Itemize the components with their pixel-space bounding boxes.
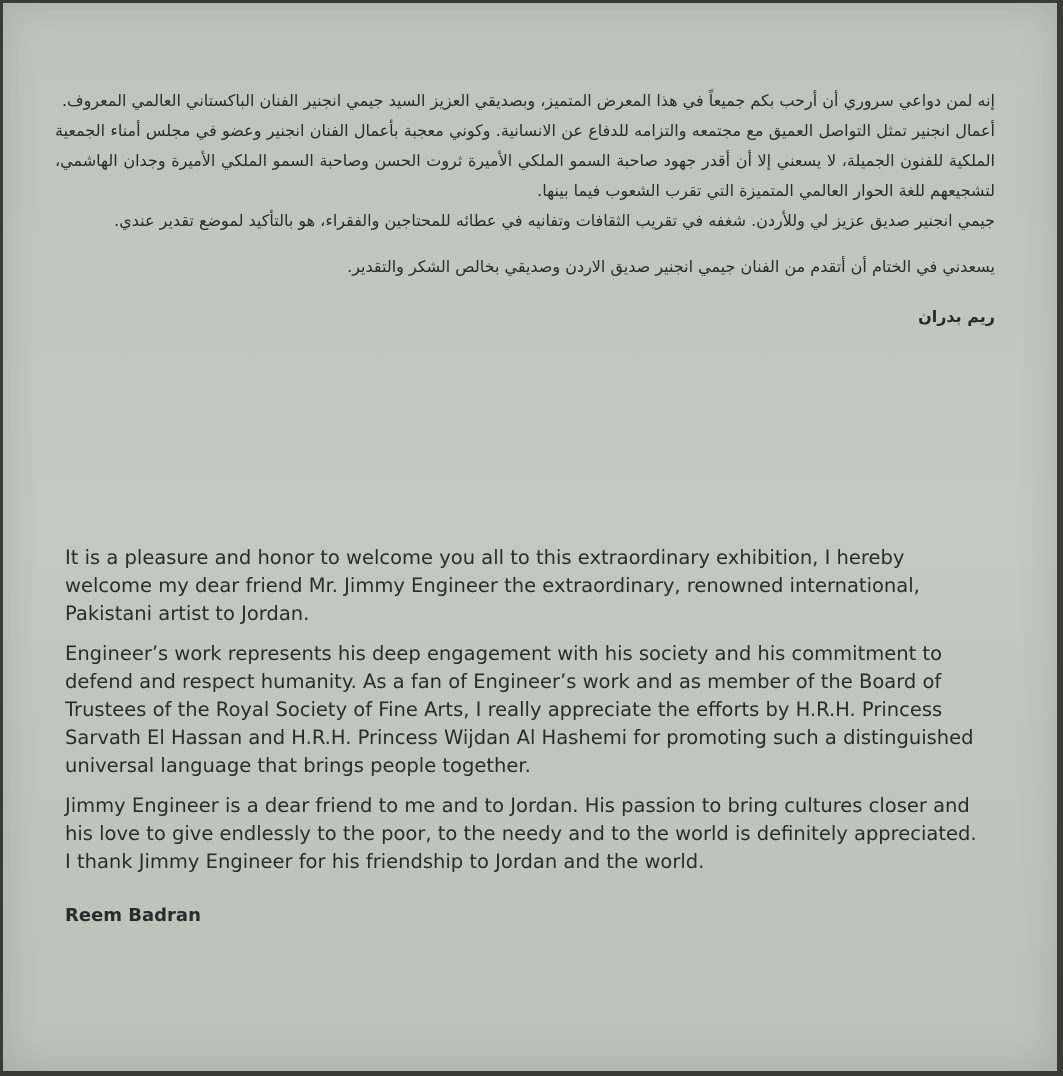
arabic-paragraph-welcome: إنه لمن دواعي سروري أن أرحب بكم جميعاً في هذا المعرض المتميز، وبصديقي العزيز السيد جيمي انجنير الفنان الباكستاني العالمي المعروف. xyxy=(61,91,995,110)
english-section xyxy=(65,544,997,942)
arabic-signature: ريم بدران xyxy=(918,307,995,326)
arabic-paragraph-thanks: يسعدني في الختام أن أتقدم من الفنان جيمي انجنير صديق الاردن وصديقي بخالص الشكر والتقدير. xyxy=(347,257,995,276)
arabic-paragraph-friendship: جيمي انجنير صديق عزيز لي وللأردن. شغفه في تقريب الثقافات وتفانيه في عطائه للمحتاجين والفقراء، هو بالتأكيد لموضع تقدير عندي. xyxy=(114,211,995,230)
english-paragraph-engineer-work: Engineer’s work represents his deep engagement with his society and his commitment to defend and respect humanity. As a fan of Engineer’s work and as member of the Board of Trustees of the Royal Society of Fine Arts, I really appreciate the efforts by H.R.H. Princess Sarvath El Hassan and H.R.H. Princess Wijdan Al Hashemi for promoting such a distinguished universal language that brings people together. xyxy=(65,642,974,777)
english-paragraph-friendship: Jimmy Engineer is a dear friend to me and to Jordan. His passion to bring cultures closer and his love to give endlessly to the poor, to the needy and to the world is definitely appreciated. xyxy=(65,794,977,845)
arabic-section xyxy=(55,86,995,332)
english-signature: Reem Badran xyxy=(65,905,201,926)
english-paragraph-welcome: It is a pleasure and honor to welcome you all to this extraordinary exhibition, I hereby welcome my dear friend Mr. Jimmy Engineer the extraordinary, renowned international, Pakistani artist to Jordan. xyxy=(65,546,920,625)
letter-page xyxy=(3,3,1057,1071)
arabic-paragraph-engineer-work: أعمال انجنير تمثل التواصل العميق مع مجتمعه والتزامه للدفاع عن الانسانية. وكوني معجبة بأعمال الفنان انجنير وعضو في مجلس أمناء الجمعية الملكية للفنون الجميلة، لا يسعني إلا أن أقدر جهود صاحبة السمو الملكي الأميرة ثروت الحسن وصاحبة السمو الملكي الأميرة وجدان الهاشمي، لتشجيعهم للغة الحوار العالمي المتميزة التي تقرب الشعوب فيما بينها. xyxy=(55,121,995,200)
english-paragraph-thanks: I thank Jimmy Engineer for his friendship to Jordan and the world. xyxy=(65,850,705,873)
